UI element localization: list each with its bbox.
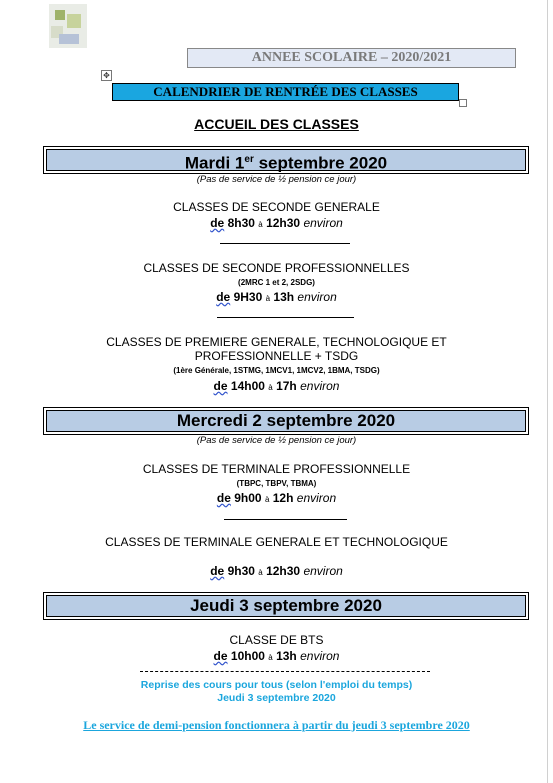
- class-group-title: CLASSES DE TERMINALE GENERALE ET TECHNOLOGIQUE: [105, 535, 448, 549]
- resume-date: Jeudi 3 septembre 2020: [217, 692, 336, 704]
- dashed-separator: [140, 671, 430, 672]
- schedule-time: de 14h00 à 17h environ: [213, 379, 340, 393]
- resume-line: Reprise des cours pour tous (selon l'emploi du temps): [140, 679, 413, 691]
- class-group-title: CLASSES DE SECONDE GENERALE: [173, 200, 380, 214]
- class-group-title: CLASSE DE BTS: [229, 633, 324, 647]
- day-title: Mardi 1: [184, 153, 245, 173]
- class-group-title: CLASSES DE SECONDE PROFESSIONNELLES: [143, 261, 410, 275]
- schedule-time: de 8h30 à 12h30 environ: [210, 216, 343, 230]
- school-logo: [49, 4, 87, 48]
- separator-line: [217, 317, 354, 318]
- day-banner-tuesday: [46, 149, 526, 171]
- pension-note: (Pas de service de ½ pension ce jour): [196, 174, 357, 185]
- half-board-notice: Le service de demi-pension fonctionnera à partir du jeudi 3 septembre 2020: [83, 718, 470, 732]
- day-title-sup: er: [244, 154, 254, 165]
- class-group-title-line1: CLASSES DE PREMIERE GENERALE, TECHNOLOGIQUE ET: [106, 335, 447, 349]
- class-list: (1ère Générale, 1STMG, 1MCV1, 1MCV2, 1BMA, TSDG): [173, 366, 380, 375]
- table-move-handle-icon[interactable]: ✥: [101, 70, 112, 81]
- school-year-label: ANNEE SCOLAIRE – 2020/2021: [187, 48, 516, 68]
- class-list: (TBPC, TBPV, TBMA): [236, 479, 317, 488]
- table-resize-handle[interactable]: [459, 99, 467, 107]
- calendar-title: CALENDRIER DE RENTRÉE DES CLASSES: [112, 83, 459, 101]
- pension-note: (Pas de service de ½ pension ce jour): [196, 435, 357, 446]
- schedule-time: de 9h00 à 12h environ: [216, 491, 337, 505]
- schedule-time: de 9H30 à 13h environ: [216, 290, 337, 304]
- separator-line: [220, 243, 350, 244]
- class-list: (2MRC 1 et 2, 2SDG): [238, 278, 315, 287]
- schedule-time: de 9h30 à 12h30 environ: [210, 564, 343, 578]
- class-group-title-line2: PROFESSIONNELLE + TSDG: [194, 349, 359, 363]
- day-title-rest: septembre 2020: [253, 153, 388, 173]
- class-group-title: CLASSES DE TERMINALE PROFESSIONNELLE: [142, 462, 411, 476]
- separator-line: [224, 519, 347, 520]
- main-heading: ACCUEIL DES CLASSES: [194, 116, 359, 132]
- schedule-time: de 10h00 à 13h environ: [213, 649, 340, 663]
- day-banner-thursday: Jeudi 3 septembre 2020: [46, 595, 526, 617]
- day-banner-wednesday: Mercredi 2 septembre 2020: [46, 410, 526, 432]
